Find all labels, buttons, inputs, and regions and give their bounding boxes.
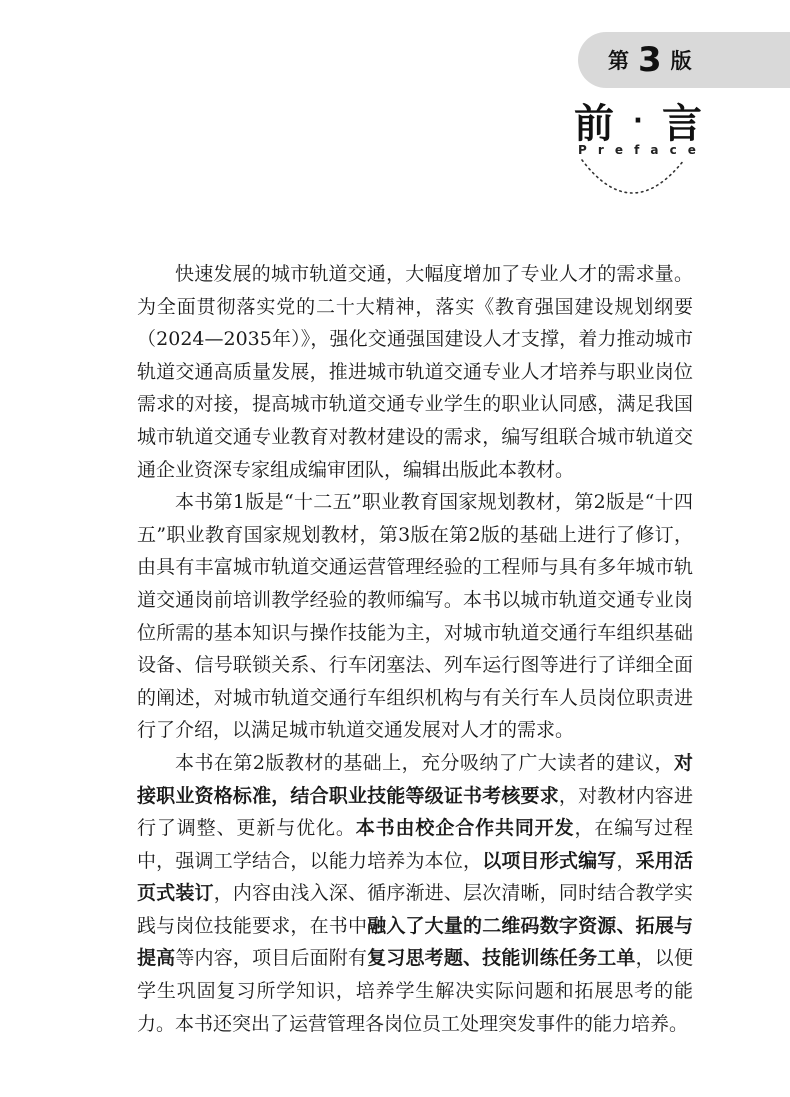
edition-badge xyxy=(578,32,790,88)
text-run: ，以便学生巩固复习所学知识，培养学生解决实际问题和拓展思考的能力。本书还突出了运营管理各岗位员工处理突发事件的能力培养。 xyxy=(137,947,693,1035)
text-run: ，在编写过程中，强调工学结合，以能力培养为本位， xyxy=(137,817,693,872)
emphasis-text: 采用活页式装订 xyxy=(137,849,693,905)
subtitle-letter: c xyxy=(669,143,677,157)
paragraph xyxy=(137,486,693,747)
text-run: ，内容由浅入深、循序渐进、层次清晰，同时结合教学实践与岗位技能要求，在书中 xyxy=(137,882,693,937)
edition-number: 3 xyxy=(638,40,662,80)
emphasis-text: 对接职业资格标准，结合职业技能等级证书考核要求 xyxy=(137,751,693,807)
preface-body xyxy=(137,258,693,1040)
text-run: 本书第1版是“十二五”职业教育国家规划教材，第2版是“十四五”职业教育国家规划教材，第3版在第2版的基础上进行了修订，由具有丰富城市轨道交通运营管理经验的工程师与具有多年城市轨道交通岗前培训教学经验的教师编写。本书以城市轨道交通专业岗位所需的基本知识与操作技能为主，对城市轨道交通行车组织基础设备、信号联锁关系、行车闭塞法、列车运行图等进行了详细全面的阐述，对城市轨道交通行车组织机构与有关行车人员岗位职责进行了介绍，以满足城市轨道交通发展对人才的需求。 xyxy=(137,491,693,742)
paragraph xyxy=(137,258,693,486)
text-run: 等内容，项目后面附有 xyxy=(175,947,368,970)
title-dot: · xyxy=(633,105,645,136)
text-run: ，对教材内容进行了调整、更新与优化。 xyxy=(137,784,693,840)
emphasis-text: 本书由校企合作共同开发 xyxy=(355,817,575,840)
title-left: 前 xyxy=(574,101,616,147)
dotted-arc-ornament xyxy=(572,154,692,204)
subtitle-letter: e xyxy=(687,143,696,157)
emphasis-text: 融入了大量的二维码数字资源、拓展与提高 xyxy=(137,914,693,970)
text-run: 本书在第2版教材的基础上，充分吸纳了广大读者的建议， xyxy=(175,751,674,774)
subtitle-letter: a xyxy=(650,143,659,157)
subtitle-letter: r xyxy=(597,143,604,157)
text-run: 快速发展的城市轨道交通，大幅度增加了专业人才的需求量。为全面贯彻落实党的二十大精神，落实《教育强国建设规划纲要（2024—2035年）》，强化交通强国建设人才支撑，着力推动城市轨道交通高质量发展，推进城市轨道交通专业人才培养与职业岗位需求的对接，提高城市轨道交通专业学生的职业认同感，满足我国城市轨道交通专业教育对教材建设的需求，编写组联合城市轨道交通企业资深专家组成编审团队，编辑出版此本教材。 xyxy=(137,263,693,481)
emphasis-text: 以项目形式编写 xyxy=(482,849,617,872)
edition-suffix: 版 xyxy=(670,49,692,73)
title-right: 言 xyxy=(661,101,704,147)
edition-prefix: 第 xyxy=(608,49,629,73)
paragraph xyxy=(137,747,693,1040)
subtitle-letter: P xyxy=(578,143,587,157)
emphasis-text: 复习思考题、技能训练任务工单 xyxy=(367,947,636,970)
text-run: ， xyxy=(616,849,636,872)
subtitle-letter: e xyxy=(614,143,624,157)
subtitle-letter: f xyxy=(634,143,640,157)
page-title xyxy=(574,92,704,149)
